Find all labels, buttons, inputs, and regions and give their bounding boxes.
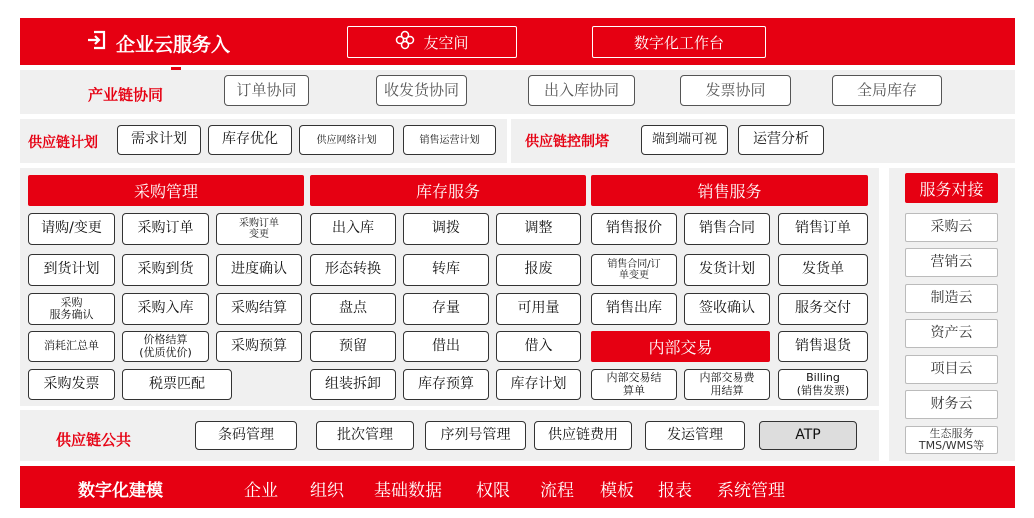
login-icon [86,30,108,50]
common-item[interactable]: 发运管理 [645,421,745,450]
inventory-cell[interactable]: 预留 [310,331,396,362]
tower-label: 供应链控制塔 [525,134,609,150]
inventory-cell[interactable]: 形态转换 [310,254,396,286]
bottom-bar [20,466,1015,508]
service-item[interactable]: 财务云 [905,390,998,419]
sales-internal-trade[interactable]: 内部交易 [591,331,770,362]
inventory-cell[interactable]: 盘点 [310,293,396,325]
sales-cell[interactable]: 销售合同 [684,213,770,245]
plan-item[interactable]: 库存优化 [208,125,292,155]
flower-icon [395,30,415,54]
purchase-cell[interactable]: 采购订单 变更 [216,213,302,245]
purchase-cell[interactable]: 税票匹配 [122,369,232,400]
portal-title: 企业云服务入 [116,34,231,56]
purchase-cell[interactable]: 采购订单 [122,213,209,245]
purchase-cell[interactable]: 进度确认 [216,254,302,286]
inventory-cell[interactable]: 调整 [496,213,581,245]
industry-item[interactable]: 全局库存 [832,75,942,106]
industry-item[interactable]: 收发货协同 [376,75,467,106]
plan-item[interactable]: 运营分析 [738,125,824,155]
common-item[interactable]: 条码管理 [195,421,297,450]
sales-cell[interactable]: 销售订单 [778,213,868,245]
plan-item[interactable]: 销售运营计划 [403,125,496,155]
youkongjian-button[interactable] [347,26,517,58]
purchase-cell[interactable]: 采购 服务确认 [28,293,115,325]
sales-cell[interactable]: 服务交付 [778,293,868,325]
plan-item[interactable]: 端到端可视 [641,125,728,155]
inventory-cell[interactable]: 转库 [403,254,489,286]
purchase-cell[interactable]: 消耗汇总单 [28,331,115,362]
service-item[interactable]: 制造云 [905,284,998,313]
common-item[interactable]: ATP [759,421,857,450]
bottom-item[interactable]: 报表 [658,481,692,501]
common-item[interactable]: 批次管理 [316,421,414,450]
inventory-cell[interactable]: 库存计划 [496,369,581,400]
purchase-cell[interactable]: 到货计划 [28,254,115,286]
industry-item[interactable]: 订单协同 [224,75,309,106]
sales-cell[interactable]: 销售合同/订 单变更 [591,254,677,286]
common-label: 供应链公共 [56,431,132,449]
purchase-cell[interactable]: 采购结算 [216,293,302,325]
service-item[interactable]: 生态服务 TMS/WMS等 [905,426,998,454]
sales-cell[interactable]: 销售出库 [591,293,677,325]
bottom-item[interactable]: 组织 [310,481,344,501]
service-item[interactable]: 项目云 [905,355,998,384]
purchase-header: 采购管理 [28,175,304,206]
bottom-item[interactable]: 权限 [476,481,510,501]
service-item[interactable]: 营销云 [905,248,998,277]
service-item[interactable]: 采购云 [905,213,998,242]
common-item[interactable]: 供应链费用 [534,421,632,450]
purchase-cell[interactable]: 采购入库 [122,293,209,325]
digital-workbench-button[interactable]: 数字化工作台 [592,26,766,58]
sales-cell[interactable]: 销售退货 [778,331,868,362]
bottom-item[interactable]: 系统管理 [717,481,785,501]
sales-cell[interactable]: 发货计划 [684,254,770,286]
inventory-cell[interactable]: 可用量 [496,293,581,325]
bottom-item[interactable]: 流程 [540,481,574,501]
sales-cell[interactable]: 发货单 [778,254,868,286]
industry-item[interactable]: 出入库协同 [528,75,635,106]
inventory-cell[interactable]: 存量 [403,293,489,325]
sales-cell[interactable]: 内部交易费 用结算 [684,369,770,400]
inventory-cell[interactable]: 报废 [496,254,581,286]
service-item[interactable]: 资产云 [905,319,998,348]
bottom-item[interactable]: 模板 [600,481,634,501]
inventory-cell[interactable]: 出入库 [310,213,396,245]
industry-label: 产业链协同 [88,86,164,104]
sales-cell[interactable]: 签收确认 [684,293,770,325]
inventory-cell[interactable]: 借出 [403,331,489,362]
inventory-cell[interactable]: 组装拆卸 [310,369,396,400]
bottom-item[interactable]: 企业 [244,481,278,501]
plan-item[interactable]: 需求计划 [117,125,201,155]
plan-item[interactable]: 供应网络计划 [299,125,394,155]
sales-cell[interactable]: 内部交易结 算单 [591,369,677,400]
youkongjian-label: 友空间 [423,33,469,52]
purchase-cell[interactable]: 采购预算 [216,331,302,362]
purchase-cell[interactable]: 采购到货 [122,254,209,286]
inventory-cell[interactable]: 库存预算 [403,369,489,400]
common-item[interactable]: 序列号管理 [425,421,526,450]
purchase-cell[interactable]: 请购/变更 [28,213,115,245]
inventory-cell[interactable]: 借入 [496,331,581,362]
purchase-cell[interactable]: 采购发票 [28,369,115,400]
sales-cell[interactable]: 销售报价 [591,213,677,245]
inventory-cell[interactable]: 调拨 [403,213,489,245]
sales-cell[interactable]: Billing (销售发票) [778,369,868,400]
bottom-label: 数字化建模 [78,481,163,501]
services-header: 服务对接 [905,173,998,203]
bottom-item[interactable]: 基础数据 [374,481,442,501]
plan-label: 供应链计划 [28,135,98,151]
purchase-cell[interactable]: 价格结算 (优质优价) [122,331,209,362]
industry-item[interactable]: 发票协同 [680,75,791,106]
sales-header: 销售服务 [591,175,868,206]
inventory-header: 库存服务 [310,175,586,206]
